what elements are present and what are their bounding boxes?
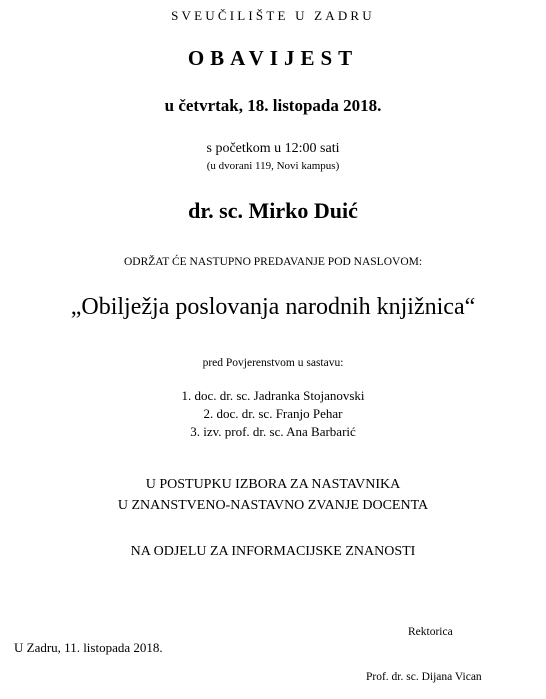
place-and-date: U Zadru, 11. listopada 2018. (14, 640, 163, 655)
lecture-title: „Obilježja poslovanja narodnih knjižnica“ (70, 294, 476, 320)
committee-member: 2. doc. dr. sc. Franjo Pehar (203, 406, 343, 421)
event-date: u četvrtak, 18. listopada 2018. (164, 96, 382, 115)
lecture-intro: ODRŽAT ĆE NASTUPNO PREDAVANJE POD NASLOVOM: (123, 256, 423, 268)
speaker-name: dr. sc. Mirko Duić (188, 198, 358, 223)
university-name: SVEUČILIŠTE U ZADRU (171, 8, 375, 23)
signature-role: Rektorica (408, 626, 453, 638)
committee-member: 3. izv. prof. dr. sc. Ana Barbarić (190, 424, 356, 439)
event-time: s početkom u 12:00 sati (206, 141, 340, 156)
committee-list (0, 387, 546, 441)
department-name: NA ODJELU ZA INFORMACIJSKE ZNANOSTI (130, 544, 416, 559)
signature-name: Prof. dr. sc. Dijana Vican (366, 671, 482, 683)
procedure-line-2: U ZNANSTVENO-NASTAVNO ZVANJE DOCENTA (117, 498, 429, 513)
notice-title: OBAVIJEST (187, 46, 359, 70)
committee-member: 1. doc. dr. sc. Jadranka Stojanovski (181, 388, 365, 403)
event-location: (u dvorani 119, Novi kampus) (206, 160, 340, 172)
procedure-line-1: U POSTUPKU IZBORA ZA NASTAVNIKA (145, 477, 401, 492)
committee-intro: pred Povjerenstvom u sastavu: (202, 357, 344, 369)
